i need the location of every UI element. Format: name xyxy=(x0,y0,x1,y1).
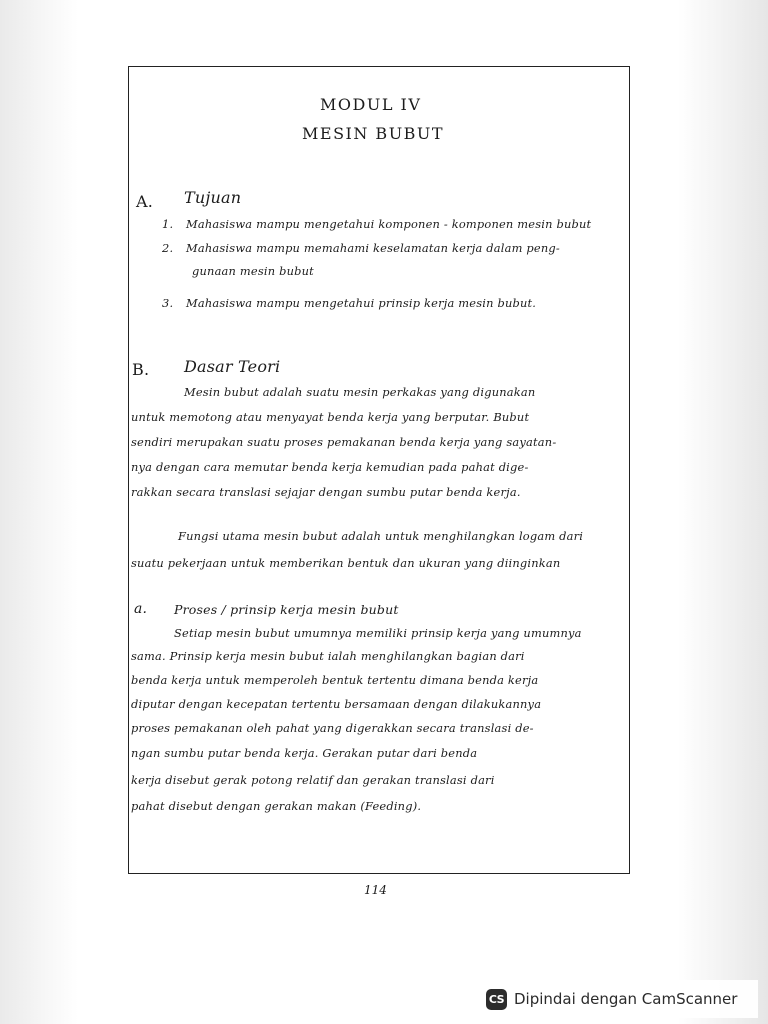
paragraph-1-line-3: sendiri merupakan suatu proses pemakanan benda kerja yang sayatan- xyxy=(131,435,557,449)
objective-3-number: 3. xyxy=(162,296,174,310)
page-number: 114 xyxy=(364,883,387,897)
subsection-a-line-1: Setiap mesin bubut umumnya memiliki prinsip kerja yang umumnya xyxy=(174,626,582,640)
subsection-a-letter: a. xyxy=(134,601,148,617)
module-title: MODUL IV xyxy=(320,95,422,114)
objective-3-text: Mahasiswa mampu mengetahui prinsip kerja mesin bubut. xyxy=(186,296,537,310)
subsection-a-line-5: proses pemakanan oleh pahat yang digerakkan secara translasi de- xyxy=(131,721,534,735)
scan-edge-shadow-left xyxy=(0,0,78,1024)
section-a-heading: Tujuan xyxy=(184,188,242,207)
objective-2-continuation: gunaan mesin bubut xyxy=(192,264,314,278)
paragraph-1-line-4: nya dengan cara memutar benda kerja kemudian pada pahat dige- xyxy=(131,460,529,474)
paragraph-2-line-1: Fungsi utama mesin bubut adalah untuk menghilangkan logam dari xyxy=(178,529,584,543)
camscanner-watermark xyxy=(478,980,758,1018)
camscanner-logo-text: CS xyxy=(488,992,505,1006)
paragraph-1-line-5: rakkan secara translasi sejajar dengan sumbu putar benda kerja. xyxy=(131,485,521,499)
section-b-heading: Dasar Teori xyxy=(184,357,281,376)
paragraph-1-line-1: Mesin bubut adalah suatu mesin perkakas yang digunakan xyxy=(184,385,536,399)
section-a-letter: A. xyxy=(136,192,154,211)
scan-edge-shadow-right xyxy=(678,0,768,1024)
subsection-a-line-7: kerja disebut gerak potong relatif dan gerakan translasi dari xyxy=(131,773,495,787)
objective-2-text: Mahasiswa mampu memahami keselamatan kerja dalam peng- xyxy=(186,241,560,255)
section-b-letter: B. xyxy=(132,360,150,379)
objective-1-text: Mahasiswa mampu mengetahui komponen - komponen mesin bubut xyxy=(186,217,592,231)
objective-1-number: 1. xyxy=(162,217,174,231)
objective-2-number: 2. xyxy=(162,241,174,255)
subsection-a-line-2: sama. Prinsip kerja mesin bubut ialah menghilangkan bagian dari xyxy=(131,649,525,663)
subsection-a-line-3: benda kerja untuk memperoleh bentuk tertentu dimana benda kerja xyxy=(131,673,539,687)
subsection-a-line-4: diputar dengan kecepatan tertentu bersamaan dengan dilakukannya xyxy=(131,697,542,711)
subsection-a-line-8: pahat disebut dengan gerakan makan (Feeding). xyxy=(131,799,422,813)
subsection-a-line-6: ngan sumbu putar benda kerja. Gerakan putar dari benda xyxy=(131,746,478,760)
paragraph-1-line-2: untuk memotong atau menyayat benda kerja yang berputar. Bubut xyxy=(131,410,530,424)
subsection-a-heading: Proses / prinsip kerja mesin bubut xyxy=(174,602,399,617)
module-subtitle: MESIN BUBUT xyxy=(302,124,445,143)
camscanner-logo-icon xyxy=(486,989,507,1010)
paragraph-2-line-2: suatu pekerjaan untuk memberikan bentuk dan ukuran yang diinginkan xyxy=(131,556,561,570)
watermark-text: Dipindai dengan CamScanner xyxy=(514,990,738,1008)
